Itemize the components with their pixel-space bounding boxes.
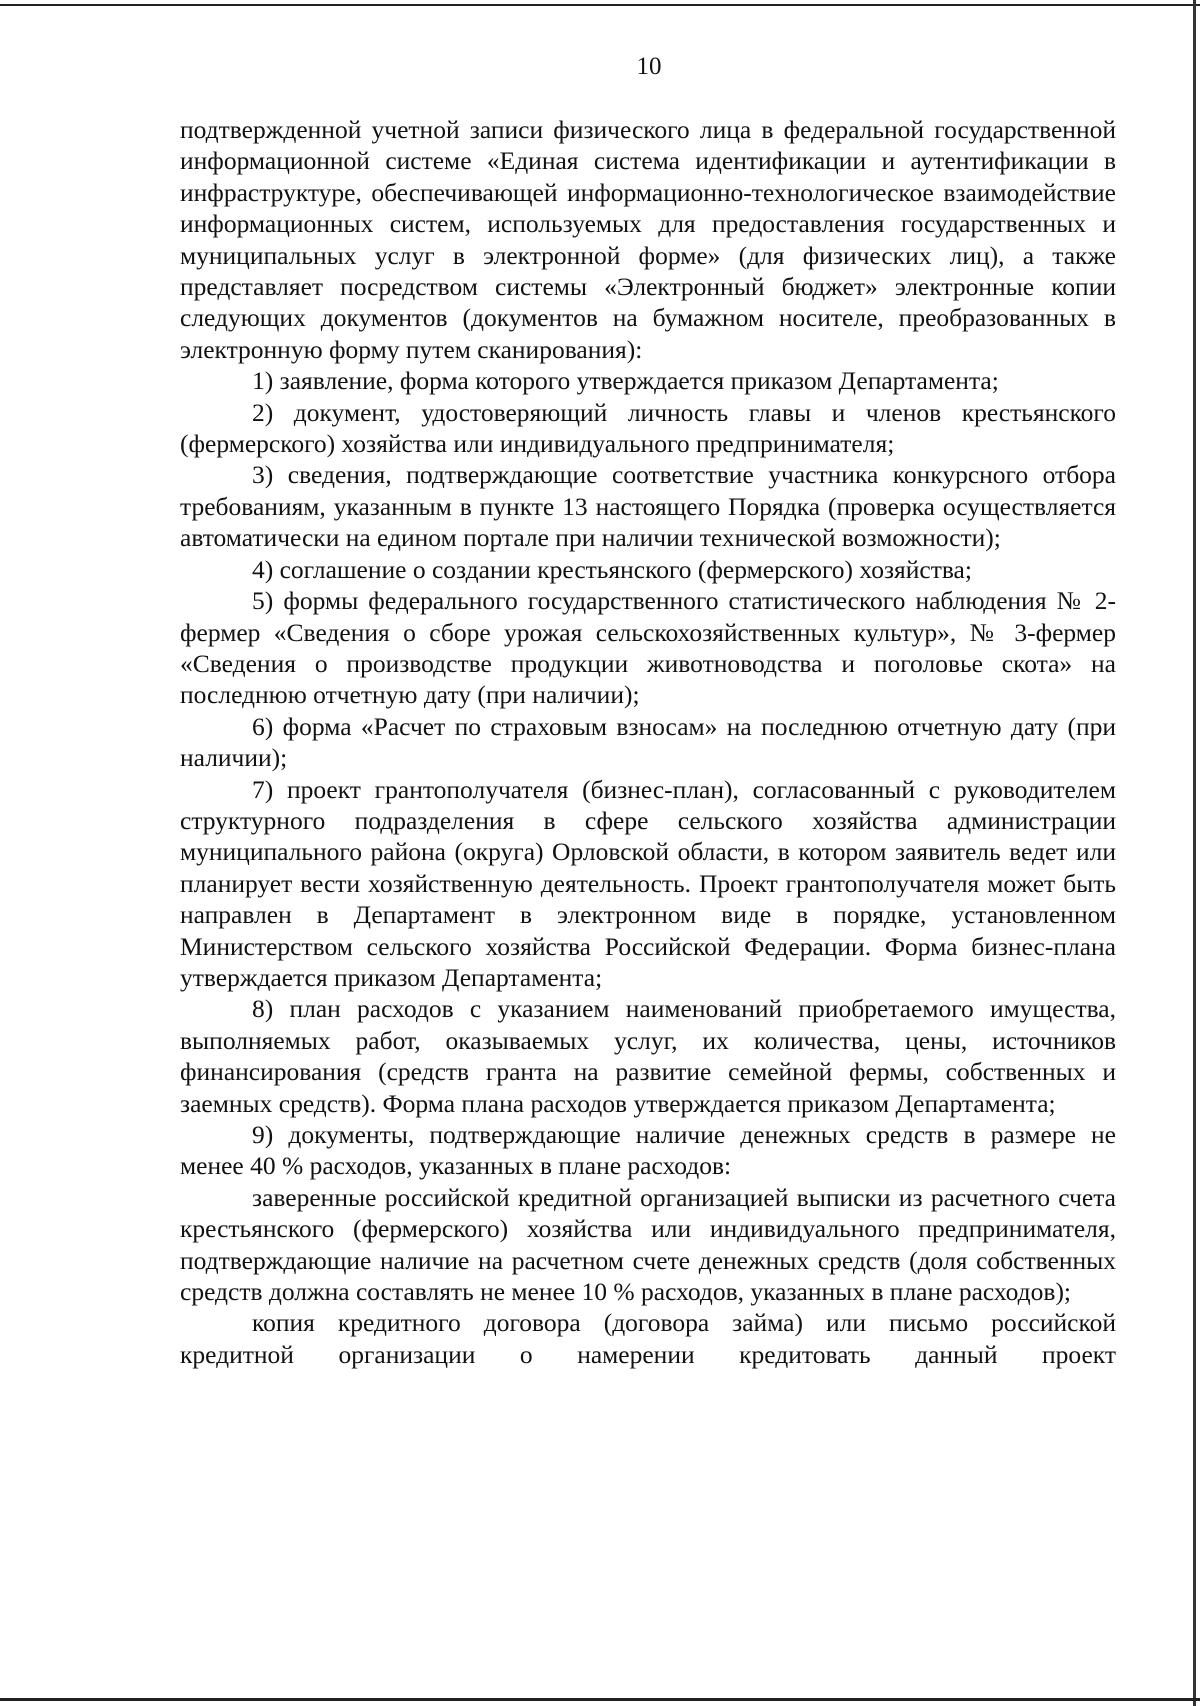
list-item-1: 1) заявление, форма которого утверждается приказом Департамента; bbox=[252, 366, 999, 396]
sub-item-credit-agreement: копия кредитного договора (договора займа) или письмо российской кредитной организации о намерении кредитовать данный проект bbox=[180, 1308, 1116, 1369]
scan-border-bottom bbox=[0, 1698, 1200, 1701]
list-item-4: 4) соглашение о создании крестьянского (фермерского) хозяйства; bbox=[252, 554, 972, 584]
scan-border-right bbox=[1193, 0, 1196, 1706]
list-item-6: 6) форма «Расчет по страховым взносам» на последнюю отчетную дату (при наличии); bbox=[180, 711, 1116, 773]
list-item-8: 8) план расходов с указанием наименований приобретаемого имущества, выполняемых работ, оказываемых услуг, их количества, цены, источников финансирования (средств гранта на развитие семейной фермы, собственных и заемных средств). Форма плана расходов утверждается приказом Департамента; bbox=[180, 994, 1116, 1118]
document-body bbox=[180, 114, 1116, 1370]
list-item-7: 7) проект грантополучателя (бизнес-план), согласованный с руководителем структурного подразделения в сфере сельского хозяйства администрации муниципального района (округа) Орловской области, в котором заявитель ведет или планирует вести хозяйственную деятельность. Проект грантополучателя может быть направлен в Департамент в электронном виде в порядке, установленном Министерством сельского хозяйства Российской Федерации. Форма бизнес-плана утверждается приказом Департамента; bbox=[180, 774, 1116, 992]
list-item-3: 3) сведения, подтверждающие соответствие участника конкурсного отбора требованиям, указанным в пункте 13 настоящего Порядка (проверка осуществляется автоматически на едином портале при наличии технической возможности); bbox=[180, 460, 1116, 553]
list-item-2: 2) документ, удостоверяющий личность главы и членов крестьянского (фермерского) хозяйства или индивидуального предпринимателя; bbox=[180, 397, 1116, 459]
paragraph-intro-continuation: подтвержденной учетной записи физического лица в федеральной государственной информационной системе «Единая система идентификации и аутентификации в инфраструктуре, обеспечивающей информационно-технологическое взаимодействие информационных систем, используемых для предоставления государственных и муниципальных услуг в электронной форме» (для физических лиц), а также представляет посредством системы «Электронный бюджет» электронные копии следующих документов (документов на бумажном носителе, преобразованных в электронную форму путем сканирования): bbox=[180, 115, 1116, 364]
sub-item-bank-statements: заверенные российской кредитной организацией выписки из расчетного счета крестьянского (фермерского) хозяйства или индивидуального предпринимателя, подтверждающие наличие на расчетном счете денежных средств (доля собственных средств должна составлять не менее 10 % расходов, указанных в плане расходов); bbox=[180, 1182, 1116, 1307]
scan-border-top bbox=[0, 4, 1200, 6]
list-item-9: 9) документы, подтверждающие наличие денежных средств в размере не менее 40 % расходов, указанных в плане расходов: bbox=[180, 1120, 1116, 1181]
list-item-5: 5) формы федерального государственного статистического наблюдения № 2-фермер «Сведения о сборе урожая сельскохозяйственных культур», № 3-фермер «Сведения о производстве продукции животноводства и поголовье скота» на последнюю отчетную дату (при наличии); bbox=[180, 586, 1116, 710]
page-number: 10 bbox=[636, 53, 662, 80]
